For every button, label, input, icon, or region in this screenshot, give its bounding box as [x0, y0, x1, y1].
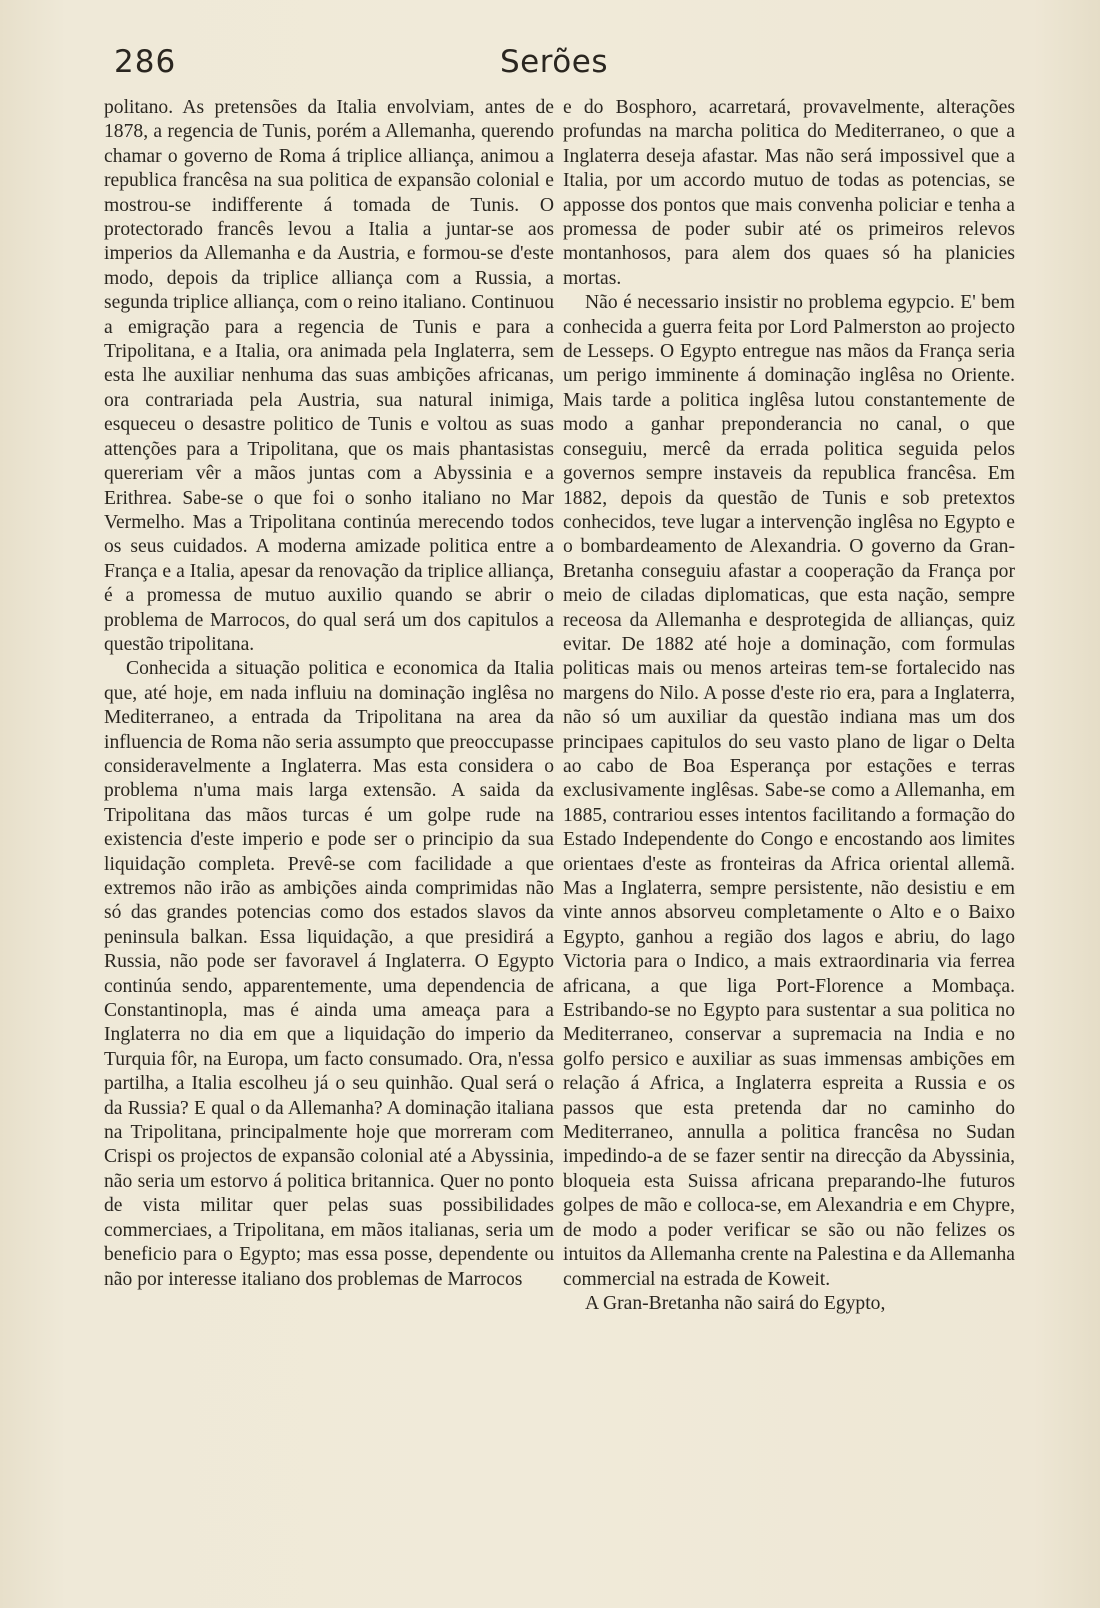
page-header: [104, 40, 1004, 90]
left-column: [104, 96, 554, 1292]
page-number: 286: [114, 44, 177, 80]
paragraph: Conhecida a situação politica e economica da Italia que, até hoje, em nada influiu na dominação inglêsa no Mediterraneo, a entrada da Tripolitana na area da influencia de Roma não seria assumpto que preoccupasse consideravelmente a Inglaterra. Mas esta considera o problema n'uma mais larga extensão. A saida da Tripolitana das mãos turcas é um golpe rude na existencia d'este imperio e pode ser o principio da sua liquidação completa. Prevê-se com facilidade a que extremos não irão as ambições ainda comprimidas não só das grandes potencias como dos estados slavos da peninsula balkan. Essa liquidação, a que presidirá a Russia, não pode ser favoravel á Inglaterra. O Egypto continúa sendo, apparentemente, uma dependencia de Constantinopla, mas é ainda uma ameaça para a Inglaterra no dia em que a liquidação do imperio da Turquia fôr, na Europa, um facto consumado. Ora, n'essa partilha, a Italia escolheu já o seu quinhão. Qual será o da Russia? E qual o da Allemanha? A dominação italiana na Tripolitana, principalmente hoje que morreram com Crispi os projectos de expansão colonial até a Abyssinia, não seria um estorvo á politica britannica. Quer no ponto de vista militar quer pelas suas possibilidades commerciaes, a Tripolitana, em mãos italianas, seria um beneficio para o Egypto; mas essa posse, dependente ou não por interesse italiano dos problemas de Marrocos: [104, 658, 554, 1290]
paragraph: e do Bosphoro, acarretará, provavelmente, alterações profundas na marcha politica do Mediterraneo, o que a Inglaterra deseja afastar. Mas não será impossivel que a Italia, por um accordo mutuo de todas as potencias, se apposse dos pontos que mais convenha policiar e tenha a promessa de poder subir até os primeiros relevos montanhosos, para alem dos quaes só ha planicies mortas.: [563, 97, 1015, 289]
paragraph: politano. As pretensões da Italia envolviam, antes de 1878, a regencia de Tunis, porém a Allemanha, querendo chamar o governo de Roma á triplice alliança, animou a republica francêsa na sua politica de expansão colonial e mostrou-se indifferente á tomada de Tunis. O protectorado francês levou a Italia a juntar-se aos imperios da Allemanha e da Austria, e formou-se d'este modo, depois da triplice alliança com a Russia, a segunda triplice alliança, com o reino italiano. Continuou a emigração para a regencia de Tunis e para a Tripolitana, e a Italia, ora animada pela Inglaterra, sem esta lhe auxiliar nenhuma das suas ambições africanas, ora contrariada pela Austria, sua natural inimiga, esqueceu o desastre politico de Tunis e voltou as suas attenções para a Tripolitana, que os mais phantasistas quereriam vêr a mãos juntas com a Abyssinia e a Erithrea. Sabe-se o que foi o sonho italiano no Mar Vermelho. Mas a Tripolitana continúa merecendo todos os seus cuidados. A moderna amizade politica entre a França e a Italia, apesar da renovação da triplice alliança, é a promessa de mutuo auxilio quando se abrir o problema de Marrocos, do qual será um dos capitulos a questão tripolitana.: [104, 97, 554, 655]
running-title: Serões: [499, 44, 608, 80]
paragraph: Não é necessario insistir no problema egypcio. E' bem conhecida a guerra feita por Lord Palmerston ao projecto de Lesseps. O Egypto entregue nas mãos da França seria um perigo imminente á dominação inglêsa no Oriente. Mais tarde a politica inglêsa lutou constantemente de modo a ganhar preponderancia no canal, o que conseguiu, mercê da errada politica seguida pelos governos sempre instaveis da republica francêsa. Em 1882, depois da questão de Tunis e sob pretextos conhecidos, teve lugar a intervenção inglêsa no Egypto e o bombardeamento de Alexandria. O governo da Gran-Bretanha conseguiu afastar a cooperação da França por meio de ciladas diplomaticas, que esta nação, sempre receosa da Allemanha e desprotegida de allianças, quiz evitar. De 1882 até hoje a dominação, com formulas politicas mais ou menos arteiras tem-se fortalecido nas margens do Nilo. A posse d'este rio era, para a Inglaterra, não só um auxiliar da questão indiana mas um dos principaes capitulos do seu vasto plano de ligar o Delta ao cabo de Boa Esperança por estações e terras exclusivamente inglêsas. Sabe-se como a Allemanha, em 1885, contrariou esses intentos facilitando a formação do Estado Independente do Congo e encostando aos limites orientaes d'este as fronteiras da Africa oriental allemã. Mas a Inglaterra, sempre persistente, não desistiu e em vinte annos absorveu completamente o Alto e o Baixo Egypto, ganhou a região dos lagos e abriu, do lago Victoria para o Indico, a mais extraordinaria via ferrea africana, a que liga Port-Florence a Mombaça. Estribando-se no Egypto para sustentar a sua politica no Mediterraneo, conservar a supremacia na India e no golfo persico e auxiliar as suas immensas ambições em relação á Africa, a Inglaterra espreita a Russia e os passos que esta pretenda dar no caminho do Mediterraneo, annulla a politica francêsa no Sudan impedindo-a de se fazer sentir na direcção da Abyssinia, bloqueia esta Suissa africana preparando-lhe futuros golpes de mão e colloca-se, em Alexandria e em Chypre, de modo a poder verificar se são ou não felizes os intuitos da Allemanha crente na Palestina e da Allemanha commercial na estrada de Koweit.: [563, 292, 1015, 1290]
paragraph: A Gran-Bretanha não sairá do Egypto,: [585, 1292, 886, 1314]
column-gutter: [556, 100, 557, 1580]
right-column: [563, 96, 1015, 1316]
